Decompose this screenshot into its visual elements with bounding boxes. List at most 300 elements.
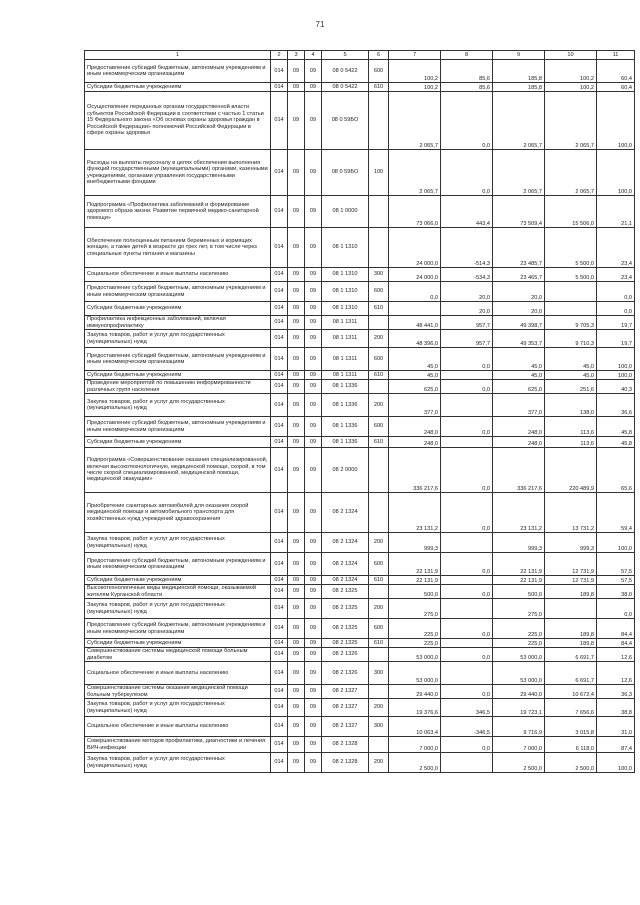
table-row <box>85 330 635 348</box>
subsection-code: 09 <box>305 448 322 493</box>
row-name: Обеспечение полноценным питанием беременных и кормящих женщин, а также детей в возрасте до трех лет, в том числе через специальные пункты питания и магазины <box>85 228 271 268</box>
section-code: 09 <box>288 437 305 448</box>
approved-amount: 225,0 <box>389 619 441 639</box>
row-name: Субсидии бюджетным учреждениям <box>85 371 271 380</box>
row-name: Приобретение санитарных автомобилей для оказания скорой медицинской помощи и автомобильного транспорта для хозяйственных нужд учреждений здравоохранения <box>85 493 271 533</box>
ministry-code: 014 <box>271 753 288 773</box>
target-article-code: 08 1 0000 <box>322 196 369 228</box>
execution-percent: 36,6 <box>597 394 635 417</box>
target-article-code: 08 1 1310 <box>322 302 369 316</box>
approved-amount: 248,0 <box>389 417 441 437</box>
subsection-code: 09 <box>305 685 322 699</box>
subsection-code: 09 <box>305 662 322 685</box>
executed-amount: 113,6 <box>545 417 597 437</box>
subsection-code: 09 <box>305 228 322 268</box>
revised-amount: 22 131,9 <box>493 576 545 585</box>
change-amount: 0,0 <box>441 648 493 662</box>
section-code: 09 <box>288 417 305 437</box>
section-code: 09 <box>288 282 305 302</box>
header-cell: 4 <box>305 51 322 60</box>
target-article-code: 08 1 1336 <box>322 380 369 394</box>
approved-amount: 48 441,0 <box>389 316 441 330</box>
target-article-code: 08 1 1336 <box>322 437 369 448</box>
execution-percent: 40,3 <box>597 380 635 394</box>
revised-amount: 7 000,0 <box>493 737 545 753</box>
table-row <box>85 371 635 380</box>
ministry-code: 014 <box>271 92 288 150</box>
change-amount: 0,0 <box>441 380 493 394</box>
revised-amount: 19 723,1 <box>493 699 545 717</box>
executed-amount: 45,0 <box>545 371 597 380</box>
row-name: Субсидии бюджетным учреждениям <box>85 639 271 648</box>
section-code: 09 <box>288 228 305 268</box>
change-amount: 0,0 <box>441 448 493 493</box>
expense-type-code <box>369 316 389 330</box>
ministry-code: 014 <box>271 83 288 92</box>
executed-amount: 2 065,7 <box>545 150 597 196</box>
change-amount <box>441 599 493 619</box>
target-article-code: 08 2 1327 <box>322 685 369 699</box>
subsection-code: 09 <box>305 576 322 585</box>
revised-amount: 23 131,2 <box>493 493 545 533</box>
row-name: Закупка товаров, работ и услуг для государственных (муниципальных) нужд <box>85 599 271 619</box>
approved-amount: 73 066,0 <box>389 196 441 228</box>
expense-type-code <box>369 196 389 228</box>
table-row <box>85 380 635 394</box>
subsection-code: 09 <box>305 648 322 662</box>
section-code: 09 <box>288 599 305 619</box>
ministry-code: 014 <box>271 553 288 576</box>
target-article-code: 08 0 59БО <box>322 150 369 196</box>
expense-type-code: 200 <box>369 753 389 773</box>
change-amount <box>441 437 493 448</box>
row-name: Предоставление субсидий бюджетным, автономным учреждениям и иным некоммерческим организациям <box>85 348 271 371</box>
expense-type-code: 610 <box>369 437 389 448</box>
change-amount <box>441 639 493 648</box>
table-row <box>85 437 635 448</box>
expense-type-code: 600 <box>369 417 389 437</box>
execution-percent: 84,4 <box>597 619 635 639</box>
revised-amount: 73 509,4 <box>493 196 545 228</box>
section-code: 09 <box>288 268 305 282</box>
target-article-code: 08 2 1324 <box>322 493 369 533</box>
table-row <box>85 753 635 773</box>
row-name: Социальное обеспечение и иные выплаты населению <box>85 662 271 685</box>
subsection-code: 09 <box>305 599 322 619</box>
row-name: Закупка товаров, работ и услуг для государственных (муниципальных) нужд <box>85 753 271 773</box>
change-amount: 0,0 <box>441 417 493 437</box>
section-code: 09 <box>288 685 305 699</box>
executed-amount: 45,0 <box>545 348 597 371</box>
expense-type-code: 600 <box>369 553 389 576</box>
expense-type-code: 610 <box>369 639 389 648</box>
target-article-code: 08 2 1324 <box>322 576 369 585</box>
revised-amount: 185,8 <box>493 83 545 92</box>
subsection-code: 09 <box>305 348 322 371</box>
ministry-code: 014 <box>271 282 288 302</box>
row-name: Совершенствование системы медицинской помощи больным диабетом <box>85 648 271 662</box>
target-article-code: 08 2 1328 <box>322 753 369 773</box>
ministry-code: 014 <box>271 394 288 417</box>
expense-type-code <box>369 228 389 268</box>
revised-amount: 23 485,7 <box>493 228 545 268</box>
execution-percent: 19,7 <box>597 316 635 330</box>
subsection-code: 09 <box>305 316 322 330</box>
approved-amount: 377,0 <box>389 394 441 417</box>
section-code: 09 <box>288 717 305 737</box>
row-name: Субсидии бюджетным учреждениям <box>85 437 271 448</box>
subsection-code: 09 <box>305 60 322 83</box>
change-amount: 0,0 <box>441 92 493 150</box>
target-article-code: 08 0 5422 <box>322 83 369 92</box>
target-article-code: 08 2 1327 <box>322 699 369 717</box>
revised-amount: 45,0 <box>493 371 545 380</box>
table-row <box>85 619 635 639</box>
approved-amount: 22 131,9 <box>389 576 441 585</box>
execution-percent: 0,0 <box>597 599 635 619</box>
ministry-code: 014 <box>271 417 288 437</box>
revised-amount: 22 131,9 <box>493 553 545 576</box>
expense-type-code: 600 <box>369 282 389 302</box>
execution-percent: 12,6 <box>597 662 635 685</box>
change-amount: 20,0 <box>441 302 493 316</box>
target-article-code: 08 2 1325 <box>322 585 369 599</box>
table-row <box>85 348 635 371</box>
expense-type-code: 600 <box>369 60 389 83</box>
revised-amount: 2 500,0 <box>493 753 545 773</box>
change-amount <box>441 533 493 553</box>
ministry-code: 014 <box>271 371 288 380</box>
execution-percent: 100,0 <box>597 371 635 380</box>
execution-percent: 59,4 <box>597 493 635 533</box>
section-code: 09 <box>288 753 305 773</box>
table-row <box>85 699 635 717</box>
page-number: 71 <box>315 20 325 29</box>
subsection-code: 09 <box>305 493 322 533</box>
execution-percent: 87,4 <box>597 737 635 753</box>
executed-amount: 6 118,0 <box>545 737 597 753</box>
row-name: Закупка товаров, работ и услуг для государственных (муниципальных) нужд <box>85 699 271 717</box>
table-row <box>85 717 635 737</box>
target-article-code: 08 1 1311 <box>322 316 369 330</box>
approved-amount: 10 063,4 <box>389 717 441 737</box>
subsection-code: 09 <box>305 371 322 380</box>
expense-type-code: 600 <box>369 348 389 371</box>
change-amount <box>441 662 493 685</box>
approved-amount: 19 376,6 <box>389 699 441 717</box>
revised-amount: 20,0 <box>493 302 545 316</box>
subsection-code: 09 <box>305 268 322 282</box>
row-name: Предоставление субсидий бюджетным, автономным учреждениям и иным некоммерческим организациям <box>85 282 271 302</box>
revised-amount: 9 716,9 <box>493 717 545 737</box>
executed-amount: 9 705,3 <box>545 316 597 330</box>
section-code: 09 <box>288 737 305 753</box>
header-cell: 10 <box>545 51 597 60</box>
executed-amount: 251,6 <box>545 380 597 394</box>
approved-amount: 29 440,0 <box>389 685 441 699</box>
section-code: 09 <box>288 619 305 639</box>
expense-type-code: 610 <box>369 302 389 316</box>
revised-amount: 500,0 <box>493 585 545 599</box>
executed-amount: 999,3 <box>545 533 597 553</box>
ministry-code: 014 <box>271 717 288 737</box>
section-code: 09 <box>288 662 305 685</box>
expense-type-code <box>369 493 389 533</box>
change-amount: 957,7 <box>441 316 493 330</box>
subsection-code: 09 <box>305 553 322 576</box>
subsection-code: 09 <box>305 437 322 448</box>
revised-amount: 999,3 <box>493 533 545 553</box>
table-row <box>85 196 635 228</box>
executed-amount: 5 500,0 <box>545 268 597 282</box>
target-article-code: 08 0 59БО <box>322 92 369 150</box>
executed-amount: 9 710,3 <box>545 330 597 348</box>
section-code: 09 <box>288 585 305 599</box>
revised-amount: 29 440,0 <box>493 685 545 699</box>
subsection-code: 09 <box>305 380 322 394</box>
execution-percent: 84,4 <box>597 639 635 648</box>
revised-amount: 45,0 <box>493 348 545 371</box>
table-row <box>85 648 635 662</box>
approved-amount: 0,0 <box>389 282 441 302</box>
expense-type-code: 610 <box>369 576 389 585</box>
execution-percent: 65,6 <box>597 448 635 493</box>
section-code: 09 <box>288 348 305 371</box>
revised-amount: 377,0 <box>493 394 545 417</box>
subsection-code: 09 <box>305 737 322 753</box>
change-amount: 0,0 <box>441 493 493 533</box>
change-amount: 85,6 <box>441 60 493 83</box>
table-row <box>85 60 635 83</box>
header-cell: 1 <box>85 51 271 60</box>
target-article-code: 08 2 1327 <box>322 717 369 737</box>
approved-amount <box>389 302 441 316</box>
row-name: Предоставление субсидий бюджетным, автономным учреждениям и иным некоммерческим организациям <box>85 60 271 83</box>
approved-amount: 999,3 <box>389 533 441 553</box>
section-code: 09 <box>288 648 305 662</box>
revised-amount: 248,0 <box>493 437 545 448</box>
target-article-code: 08 2 1326 <box>322 662 369 685</box>
row-name: Высокотехнологичные виды медицинской помощи, оказываемой жителям Курганской области <box>85 585 271 599</box>
row-name: Совершенствование методов профилактики, диагностики и лечения ВИЧ-инфекции <box>85 737 271 753</box>
row-name: Социальное обеспечение и иные выплаты населению <box>85 268 271 282</box>
executed-amount <box>545 282 597 302</box>
executed-amount <box>545 599 597 619</box>
header-cell: 2 <box>271 51 288 60</box>
approved-amount: 2 500,0 <box>389 753 441 773</box>
target-article-code: 08 1 1311 <box>322 348 369 371</box>
row-name: Расходы на выплаты персоналу в целях обеспечения выполнения функций государственными (муниципальными) органами, казенными учреждениями, органами управления государственными внебюджетными фондами <box>85 150 271 196</box>
expense-type-code: 610 <box>369 83 389 92</box>
table-row <box>85 448 635 493</box>
approved-amount: 100,2 <box>389 60 441 83</box>
header-cell: 6 <box>369 51 389 60</box>
section-code: 09 <box>288 553 305 576</box>
table-row <box>85 92 635 150</box>
execution-percent: 12,6 <box>597 648 635 662</box>
executed-amount: 113,6 <box>545 437 597 448</box>
target-article-code: 08 1 1310 <box>322 282 369 302</box>
subsection-code: 09 <box>305 639 322 648</box>
ministry-code: 014 <box>271 599 288 619</box>
change-amount <box>441 753 493 773</box>
approved-amount: 100,2 <box>389 83 441 92</box>
expense-type-code: 200 <box>369 599 389 619</box>
table-row <box>85 662 635 685</box>
approved-amount: 625,0 <box>389 380 441 394</box>
expense-type-code: 300 <box>369 717 389 737</box>
table-row <box>85 493 635 533</box>
approved-amount: 2 065,7 <box>389 150 441 196</box>
table-row <box>85 282 635 302</box>
executed-amount: 100,2 <box>545 60 597 83</box>
execution-percent: 100,0 <box>597 348 635 371</box>
ministry-code: 014 <box>271 268 288 282</box>
revised-amount: 2 065,7 <box>493 150 545 196</box>
subsection-code: 09 <box>305 619 322 639</box>
subsection-code: 09 <box>305 585 322 599</box>
table-row <box>85 268 635 282</box>
section-code: 09 <box>288 371 305 380</box>
expense-type-code <box>369 585 389 599</box>
execution-percent: 19,7 <box>597 330 635 348</box>
executed-amount <box>545 302 597 316</box>
change-amount: 957,7 <box>441 330 493 348</box>
header-cell: 8 <box>441 51 493 60</box>
ministry-code: 014 <box>271 302 288 316</box>
approved-amount: 48 396,0 <box>389 330 441 348</box>
execution-percent: 23,4 <box>597 268 635 282</box>
approved-amount: 24 000,0 <box>389 268 441 282</box>
subsection-code: 09 <box>305 699 322 717</box>
row-name: Предоставление субсидий бюджетным, автономным учреждениям и иным некоммерческим организациям <box>85 553 271 576</box>
header-cell: 3 <box>288 51 305 60</box>
section-code: 09 <box>288 330 305 348</box>
expense-type-code <box>369 685 389 699</box>
change-amount: 0,0 <box>441 553 493 576</box>
change-amount: 0,0 <box>441 685 493 699</box>
change-amount: 85,6 <box>441 83 493 92</box>
change-amount: -534,3 <box>441 268 493 282</box>
ministry-code: 014 <box>271 316 288 330</box>
row-name: Подпрограмма «Профилактика заболеваний и формирование здорового образа жизни. Развитие первичной медико-санитарной помощи» <box>85 196 271 228</box>
row-name: Закупка товаров, работ и услуг для государственных (муниципальных) нужд <box>85 533 271 553</box>
header-cell: 11 <box>597 51 635 60</box>
header-cell: 7 <box>389 51 441 60</box>
ministry-code: 014 <box>271 196 288 228</box>
execution-percent: 45,8 <box>597 437 635 448</box>
executed-amount: 15 506,0 <box>545 196 597 228</box>
header-cell: 9 <box>493 51 545 60</box>
revised-amount: 20,0 <box>493 282 545 302</box>
executed-amount: 189,8 <box>545 585 597 599</box>
ministry-code: 014 <box>271 699 288 717</box>
approved-amount: 24 000,0 <box>389 228 441 268</box>
table-row <box>85 417 635 437</box>
expense-type-code: 200 <box>369 699 389 717</box>
change-amount: 0,0 <box>441 737 493 753</box>
row-name: Закупка товаров, работ и услуг для государственных (муниципальных) нужд <box>85 330 271 348</box>
approved-amount: 275,0 <box>389 599 441 619</box>
execution-percent: 60,4 <box>597 60 635 83</box>
approved-amount: 23 131,2 <box>389 493 441 533</box>
target-article-code: 08 2 1325 <box>322 639 369 648</box>
table-row <box>85 685 635 699</box>
ministry-code: 014 <box>271 348 288 371</box>
subsection-code: 09 <box>305 282 322 302</box>
target-article-code: 08 1 1310 <box>322 268 369 282</box>
execution-percent: 38,0 <box>597 585 635 599</box>
expense-type-code: 200 <box>369 394 389 417</box>
approved-amount: 7 000,0 <box>389 737 441 753</box>
target-article-code: 08 2 1324 <box>322 533 369 553</box>
approved-amount: 45,0 <box>389 371 441 380</box>
subsection-code: 09 <box>305 150 322 196</box>
execution-percent: 100,0 <box>597 533 635 553</box>
change-amount: 0,0 <box>441 585 493 599</box>
target-article-code: 08 2 1325 <box>322 599 369 619</box>
row-name: Осуществление переданных органам государственной власти субъектов Российской Федерации в соответствии с частью 1 статьи 15 Федерального закона «Об основах охраны здоровья граждан в Российской Федерации» полномочий Российской Федерации в сфере охраны здоровья <box>85 92 271 150</box>
target-article-code: 08 2 0000 <box>322 448 369 493</box>
revised-amount: 185,8 <box>493 60 545 83</box>
execution-percent: 0,0 <box>597 302 635 316</box>
row-name: Социальное обеспечение и иные выплаты населению <box>85 717 271 737</box>
execution-percent: 100,0 <box>597 150 635 196</box>
execution-percent: 38,8 <box>597 699 635 717</box>
table-row <box>85 394 635 417</box>
row-name: Предоставление субсидий бюджетным, автономным учреждениям и иным некоммерческим организациям <box>85 417 271 437</box>
expense-type-code <box>369 648 389 662</box>
expense-type-code: 100 <box>369 150 389 196</box>
subsection-code: 09 <box>305 753 322 773</box>
ministry-code: 014 <box>271 380 288 394</box>
section-code: 09 <box>288 380 305 394</box>
table-row <box>85 316 635 330</box>
section-code: 09 <box>288 576 305 585</box>
ministry-code: 014 <box>271 619 288 639</box>
row-name: Профилактика инфекционных заболеваний, включая иммунопрофилактику <box>85 316 271 330</box>
ministry-code: 014 <box>271 330 288 348</box>
revised-amount: 23 465,7 <box>493 268 545 282</box>
approved-amount: 22 131,9 <box>389 553 441 576</box>
executed-amount: 7 656,6 <box>545 699 597 717</box>
row-name: Субсидии бюджетным учреждениям <box>85 302 271 316</box>
change-amount: 0,0 <box>441 348 493 371</box>
revised-amount: 2 065,7 <box>493 92 545 150</box>
change-amount: 443,4 <box>441 196 493 228</box>
budget-table <box>84 50 635 773</box>
ministry-code: 014 <box>271 228 288 268</box>
ministry-code: 014 <box>271 648 288 662</box>
table-row <box>85 302 635 316</box>
expense-type-code <box>369 380 389 394</box>
ministry-code: 014 <box>271 60 288 83</box>
approved-amount: 53 000,0 <box>389 648 441 662</box>
executed-amount: 13 731,2 <box>545 493 597 533</box>
execution-percent: 100,0 <box>597 753 635 773</box>
target-article-code: 08 2 1326 <box>322 648 369 662</box>
ministry-code: 014 <box>271 685 288 699</box>
approved-amount: 248,0 <box>389 437 441 448</box>
executed-amount: 189,8 <box>545 619 597 639</box>
expense-type-code <box>369 737 389 753</box>
table-row <box>85 599 635 619</box>
table-row <box>85 639 635 648</box>
ministry-code: 014 <box>271 737 288 753</box>
change-amount <box>441 371 493 380</box>
target-article-code: 08 1 1336 <box>322 417 369 437</box>
execution-percent: 60,4 <box>597 83 635 92</box>
